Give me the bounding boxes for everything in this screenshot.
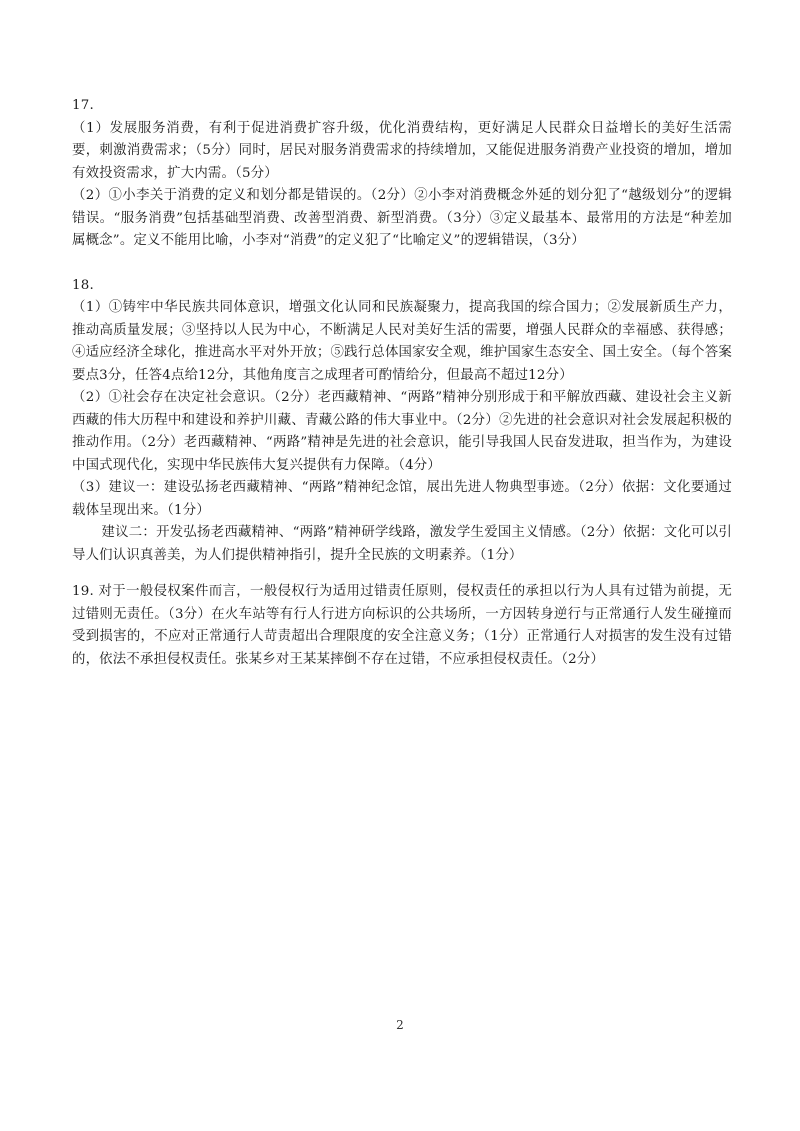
spacer: [72, 253, 732, 275]
question-19-answer: 19. 对于一般侵权案件而言，一般侵权行为适用过错责任原则，侵权责任的承担以行为人具有过错为前提，无过错则无责任。（3分）在火车站等有行人行进方向标识的公共场所，一方因转身逆行与正常通行人发生碰撞而受到损害的，不应对正常通行人苛责超出合理限度的安全注意义务；（1分）正常通行人对损害的发生没有过错的，依法不承担侵权责任。张某乡对王某某摔倒不存在过错，不应承担侵权责任。（2分）: [72, 584, 732, 667]
question-18-part-3-suggestion-2: 建议二：开发弘扬老西藏精神、“两路”精神研学线路，激发学生爱国主义情感。（2分）依据：文化可以引导人们认识真善美，为人们提供精神指引，提升全民族的文明素养。（1分）: [72, 525, 732, 563]
spacer: [72, 567, 732, 581]
question-18-number: 18.: [72, 277, 94, 293]
question-17: [72, 95, 732, 253]
question-17-part-2: （2）①小李关于消费的定义和划分都是错误的。（2分）②小李对消费概念外延的划分犯了“越级划分”的逻辑错误。“服务消费”包括基础型消费、改善型消费、新型消费。（3分）③定义最基本、最常用的方法是“种差加属概念”。定义不能用比喻，小李对“消费”的定义犯了“比喻定义”的逻辑错误，（3分）: [72, 188, 732, 248]
question-17-number: 17.: [72, 98, 94, 113]
document-body: [72, 95, 732, 671]
page-number: 2: [396, 1018, 404, 1032]
question-17-part-1: （1）发展服务消费，有利于促进消费扩容升级，优化消费结构，更好满足人民群众日益增长的美好生活需要，刺激消费需求；（5分）同时，居民对服务消费需求的持续增加，又能促进服务消费产业投资的增加，增加有效投资需求，扩大内需。（5分）: [72, 120, 732, 181]
question-18-part-1: （1）①铸牢中华民族共同体意识，增强文化认同和民族凝聚力，提高我国的综合国力；②发展新质生产力，推动高质量发展；③坚持以人民为中心，不断满足人民对美好生活的需要，增强人民群众的幸福感、获得感；④适应经济全球化，推进高水平对外开放；⑤践行总体国家安全观，维护国家生态安全、国土安全。（每个答案要点3分，任答4点给12分，其他角度言之成理者可酌情给分，但最高不超过12分）: [72, 300, 732, 383]
question-18: [72, 275, 732, 568]
question-18-part-3-suggestion-1: （3）建议一：建设弘扬老西藏精神、“两路”精神纪念馆，展出先进人物典型事迹。（2分）依据：文化要通过载体呈现出来。（1分）: [72, 480, 732, 518]
question-19: [72, 581, 732, 671]
question-18-part-2: （2）①社会存在决定社会意识。（2分）老西藏精神、“两路”精神分别形成于和平解放西藏、建设社会主义新西藏的伟大历程中和建设和养护川藏、青藏公路的伟大事业中。（2分）②先进的社会意识对社会发展起积极的推动作用。（2分）老西藏精神、“两路”精神是先进的社会意识，能引导我国人民奋发进取，担当作为，为建设中国式现代化，实现中华民族伟大复兴提供有力保障。（4分）: [72, 390, 732, 473]
